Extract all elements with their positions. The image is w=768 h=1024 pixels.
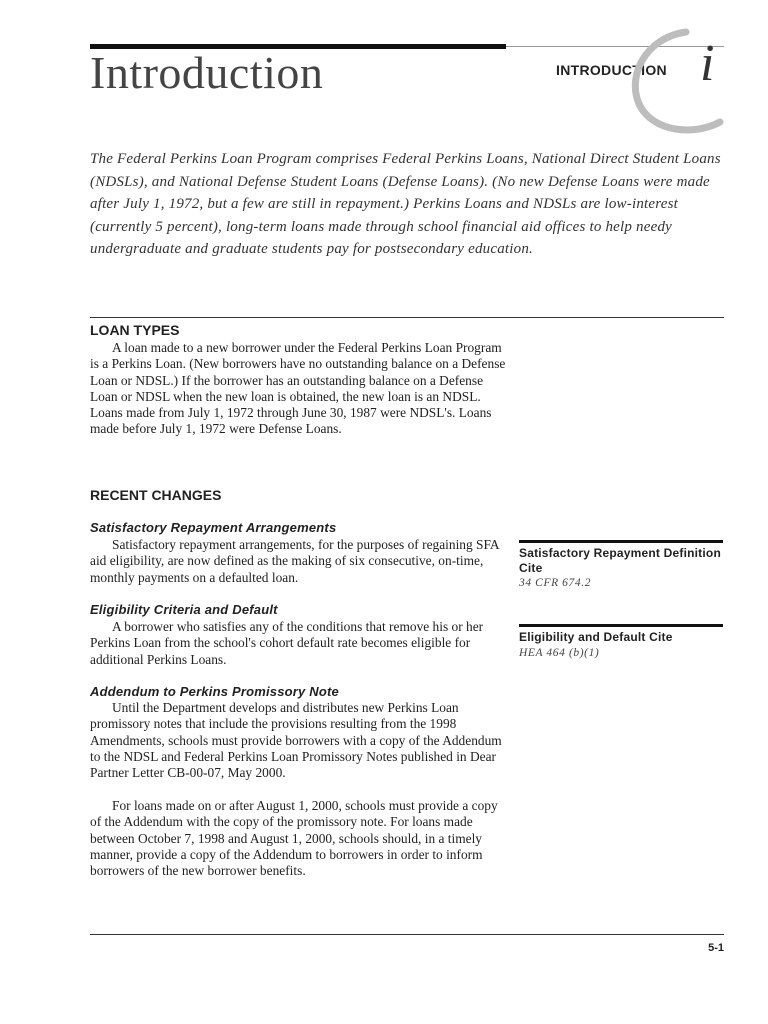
subsection-title: Addendum to Perkins Promissory Note [90, 684, 339, 699]
footer-rule [90, 934, 724, 935]
section-label: INTRODUCTION [556, 62, 667, 78]
sidebar-cite: HEA 464 (b)(1) [519, 647, 600, 659]
sidebar-cite: 34 CFR 674.2 [519, 577, 592, 589]
sidebar-rule [519, 624, 723, 627]
loan-types-heading: LOAN TYPES [90, 322, 180, 338]
subsection-title: Satisfactory Repayment Arrangements [90, 520, 337, 535]
sidebar-title: Eligibility and Default Cite [519, 630, 673, 644]
sidebar-rule [519, 540, 723, 543]
subsection-title: Eligibility Criteria and Default [90, 602, 278, 617]
page-number: 5-1 [708, 942, 724, 954]
subsection-body: A borrower who satisfies any of the conditions that remove his or her Perkins Loan from the school's cohort default rate becomes eligible for additional Perkins Loans. [90, 619, 484, 667]
subsection-body: Satisfactory repayment arrangements, for the purposes of regaining SFA aid eligibility, are now defined as the making of six consecutive, on-time, monthly payments on a defaulted loan. [90, 537, 499, 585]
section-divider [90, 317, 724, 318]
chapter-letter: i [700, 35, 715, 92]
sidebar-title: Satisfactory Repayment Definition Cite [519, 546, 721, 575]
subsection-body: For loans made on or after August 1, 2000, schools must provide a copy of the Addendum with the copy of the promissory note. For loans made between October 7, 1998 and August 1, 2000, schools should, in a timely manner, provide a copy of the Addendum to borrowers in order to inform borrowers of the new borrower benefits. [90, 798, 498, 879]
recent-changes-heading: RECENT CHANGES [90, 487, 222, 503]
loan-types-body: A loan made to a new borrower under the Federal Perkins Loan Program is a Perkins Loan. (New borrowers have no outstanding balance on a Defense Loan or NDSL.) If the borrower has an outstanding balance on a Defense Loan or NDSL when the new loan is obtained, the new loan is an NDSL. Loans made from July 1, 1972 through June 30, 1987 were NDSL's. Loans made before July 1, 1972 were Defense Loans. [90, 340, 506, 437]
intro-paragraph: The Federal Perkins Loan Program comprises Federal Perkins Loans, National Direct Student Loans (NDSLs), and National Defense Student Loans (Defense Loans). (No new Defense Loans were made after July 1, 1972, but a few are still in repayment.) Perkins Loans and NDSLs are low-interest (currently 5 percent), long-term loans made through school financial aid offices to help needy undergraduate and graduate students pay for postsecondary education. [90, 151, 721, 257]
subsection-body: Until the Department develops and distributes new Perkins Loan promissory notes that include the provisions resulting from the 1998 Amendments, schools must provide borrowers with a copy of the Addendum to the NDSL and Federal Perkins Loan Promissory Notes published in Dear Partner Letter CB-00-07, May 2000. [90, 700, 502, 781]
page-title: Introduction [90, 47, 324, 98]
